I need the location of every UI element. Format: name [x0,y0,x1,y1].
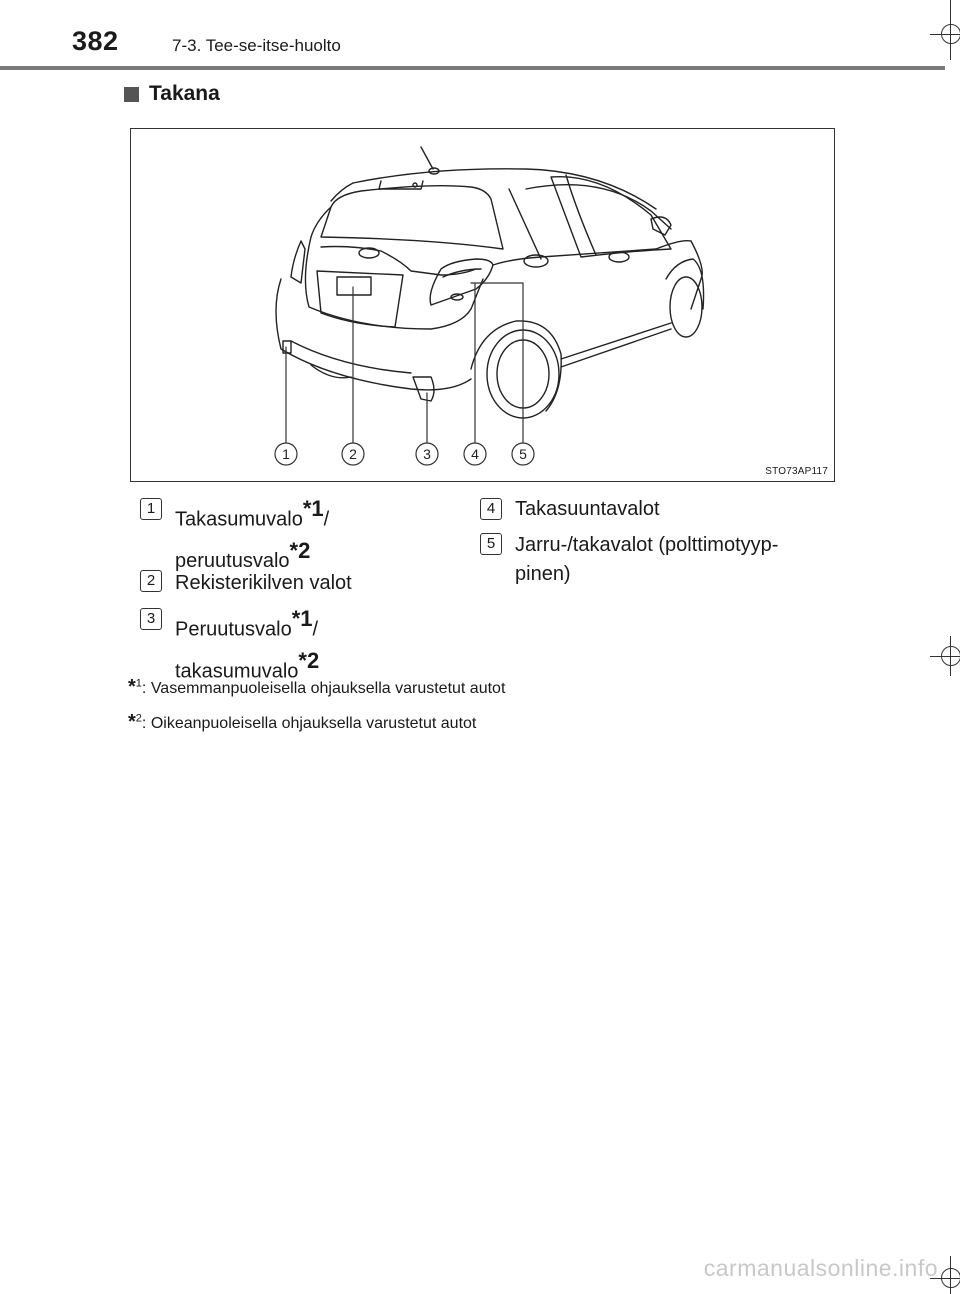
legend-item-1 [175,493,329,576]
footnote-text: : Vasemmanpuoleisella ohjauksella varustetut autot [141,680,506,697]
legend-item-4: Takasuuntavalot [515,498,660,520]
legend-item-3-part-a: Peruutusvalo [175,618,292,641]
section-heading-text: Takana [149,82,220,105]
chapter-title: 7-3. Tee-se-itse-huolto [172,36,341,55]
legend-number-4: 4 [480,498,502,520]
legend-number-2: 2 [140,570,162,592]
footnote-2 [128,711,476,734]
watermark: carmanualsonline.info [703,1255,938,1281]
separator: / [312,618,319,641]
legend-item-1-part-b: peruutusvalo [175,550,290,573]
square-bullet-icon [124,87,139,102]
footnote-star: * [128,711,136,733]
footnote-ref: *1 [291,606,313,631]
page-number: 382 [72,26,119,56]
footnote-sup: 1 [135,677,142,690]
callout-2-label: 2 [349,446,357,462]
footnote-1 [128,676,505,699]
header-rule [0,66,945,70]
callout-4-label: 4 [471,446,479,462]
callout-1-label: 1 [282,446,290,462]
legend-item-2: Rekisterikilven valot [175,572,352,594]
footnote-text: : Oikeanpuoleisella ohjauksella varustetut autot [141,715,477,732]
footnote-ref: *2 [289,537,311,563]
legend-number-1: 1 [140,498,162,520]
footnote-sup: 2 [135,712,142,725]
legend-number-3: 3 [140,608,162,630]
footnote-star: * [128,676,136,698]
footnote-ref: *1 [302,496,324,521]
legend-item-3 [175,603,319,686]
car-rear-illustration [131,129,834,481]
legend-item-1-part-a: Takasumuvalo [175,508,303,531]
rear-lights-figure [130,128,835,482]
legend-item-3-part-b: takasumuvalo [175,660,299,683]
legend-number-5: 5 [480,533,502,555]
separator: / [323,508,330,531]
callout-5-label: 5 [519,446,527,462]
legend-item-5 [515,531,778,589]
legend-item-5-line-1: Jarru-/takavalot (polttimotyyp- [515,534,779,556]
footnote-ref: *2 [298,647,320,673]
callout-3-label: 3 [423,446,431,462]
legend-item-5-line-2: pinen) [515,563,571,585]
section-heading [124,82,220,106]
figure-id: STO73AP117 [765,466,828,477]
